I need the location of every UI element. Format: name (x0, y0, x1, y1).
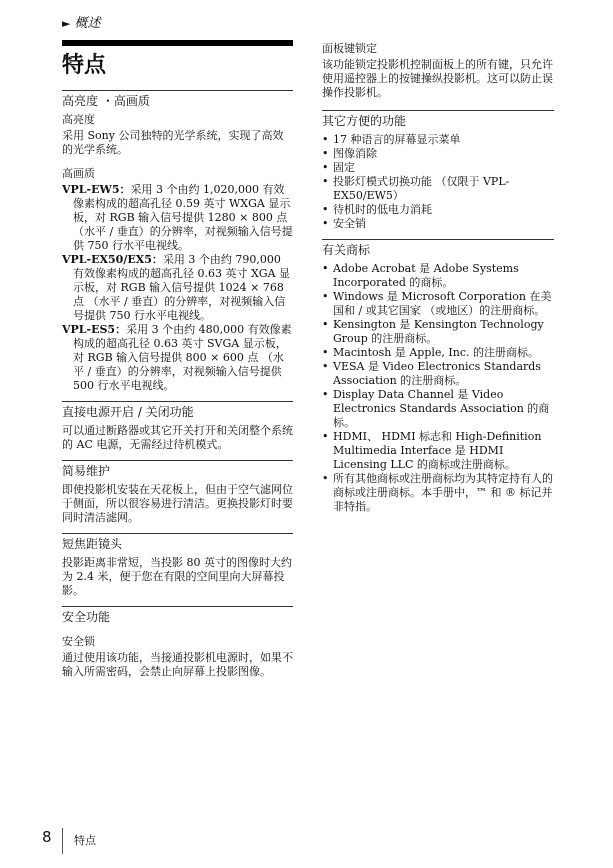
section-easy-maintenance (62, 460, 293, 525)
list-item: • 固定 (322, 161, 554, 175)
spec-text: 采用 3 个由约 480,000 有效像素构成的超高孔径 0.63 英寸 SVGA 显示板，对 RGB 输入信号提供 800 × 600 点 （水平 / 垂直）的分辨率，对视频输入信号提供 500 行水平电视线。 (73, 323, 292, 392)
footer-divider (62, 828, 63, 854)
trademark-list (322, 262, 554, 514)
paragraph: 即使投影机安装在天花板上，但由于空气滤网位于侧面，所以很容易进行清洁。更换投影灯时要同时清洁滤网。 (62, 483, 293, 524)
section-brightness-quality (62, 90, 293, 393)
list-item: • Adobe Acrobat 是 Adobe Systems Incorporated 的商标。 (322, 262, 554, 290)
section-title: 短焦距镜头 (62, 537, 123, 551)
left-column (62, 40, 293, 687)
list-item: • Macintosh 是 Apple, Inc. 的注册商标。 (322, 346, 554, 360)
section-title: 有关商标 (322, 243, 371, 257)
section-title: 直接电源开启 / 关闭功能 (62, 405, 194, 419)
spec-text: 采用 3 个由约 790,000 有效像素构成的超高孔径 0.63 英寸 XGA 显示板，对 RGB 输入信号提供 1024 × 768 点 （水平 / 垂直）的分辨率，对视频输入信号提供 750 行水平电视线。 (73, 253, 291, 322)
paragraph: 该功能锁定投影机控制面板上的所有键，只允许使用遥控器上的按键操纵投影机。这可以防止误操作投影机。 (322, 58, 553, 99)
subsection-title: 安全锁 (62, 635, 95, 648)
list-item: • VESA 是 Video Electronics Standards Association 的注册商标。 (322, 360, 554, 388)
paragraph: 通过使用该功能，当接通投影机电源时，如果不输入所需密码，会禁止向屏幕上投影图像。 (62, 651, 293, 678)
list-item: • 投影灯模式切换功能 （仅限于 VPL-EX50/EW5） (322, 175, 554, 203)
list-item: • 所有其他商标或注册商标均为其特定持有人的商标或注册商标。本手册中，™ 和 ® 标记并非特指。 (322, 472, 554, 514)
list-item: • Windows 是 Microsoft Corporation 在美国和 / 或其它国家 （或地区）的注册商标。 (322, 290, 554, 318)
chapter-bar (62, 40, 293, 46)
section-short-focus-lens (62, 533, 293, 598)
subsection-title: 面板键锁定 (322, 42, 377, 55)
list-item: • 待机时的低电力消耗 (322, 203, 554, 217)
list-item: • 图像消除 (322, 147, 554, 161)
list-item: • Kensington 是 Kensington Technology Group 的注册商标。 (322, 318, 554, 346)
spec-model: VPL-ES5： (62, 323, 127, 336)
list-item: • 17 种语言的屏幕显示菜单 (322, 133, 554, 147)
paragraph: 采用 Sony 公司独特的光学系统，实现了高效的光学系统。 (62, 129, 284, 156)
spec-model: VPL-EX50/EX5： (62, 253, 163, 266)
spec-item (62, 323, 293, 393)
section-title: 安全功能 (62, 610, 111, 624)
list-item: • HDMI、 HDMI 标志和 High-Definition Multimedia Interface 是 HDMI Licensing LLC 的商标或注册商标。 (322, 430, 554, 472)
list-item: • 安全销 (322, 217, 554, 231)
breadcrumb-label: 概述 (74, 16, 101, 31)
triangle-marker-icon: ► (62, 17, 71, 30)
chapter-title: 特点 (62, 53, 107, 78)
right-column (322, 40, 554, 522)
section-title: 简易维护 (62, 464, 111, 478)
footer-label: 特点 (74, 834, 96, 847)
page-number: 8 (42, 828, 52, 846)
panel-key-lock (322, 42, 554, 100)
section-trademarks (322, 239, 554, 514)
subsection-title: 高亮度 (62, 113, 95, 126)
paragraph: 可以通过断路器或其它开关打开和关闭整个系统的 AC 电源，无需经过待机模式。 (62, 424, 293, 451)
section-other-features (322, 110, 554, 231)
subsection-title: 高画质 (62, 167, 95, 180)
list-item: • Display Data Channel 是 Video Electronics Standards Association 的商标。 (322, 388, 554, 430)
feature-list (322, 133, 554, 231)
paragraph: 投影距离非常短，当投影 80 英寸的图像时大约为 2.4 米，便于您在有限的空间里向大屏幕投影。 (62, 556, 292, 597)
spec-model: VPL-EW5： (62, 183, 131, 196)
spec-item (62, 253, 293, 323)
section-direct-power (62, 401, 293, 452)
section-security (62, 606, 293, 679)
spec-text: 采用 3 个由约 1,020,000 有效像素构成的超高孔径 0.59 英寸 WXGA 显示板，对 RGB 输入信号提供 1280 × 800 点 （水平 / 垂直）的分辨率，对视频输入信号提供 750 行水平电视线。 (73, 183, 293, 252)
spec-item (62, 183, 293, 253)
section-title: 其它方便的功能 (322, 114, 407, 128)
section-title: 高亮度 ・高画质 (62, 94, 150, 108)
breadcrumb (62, 12, 100, 31)
